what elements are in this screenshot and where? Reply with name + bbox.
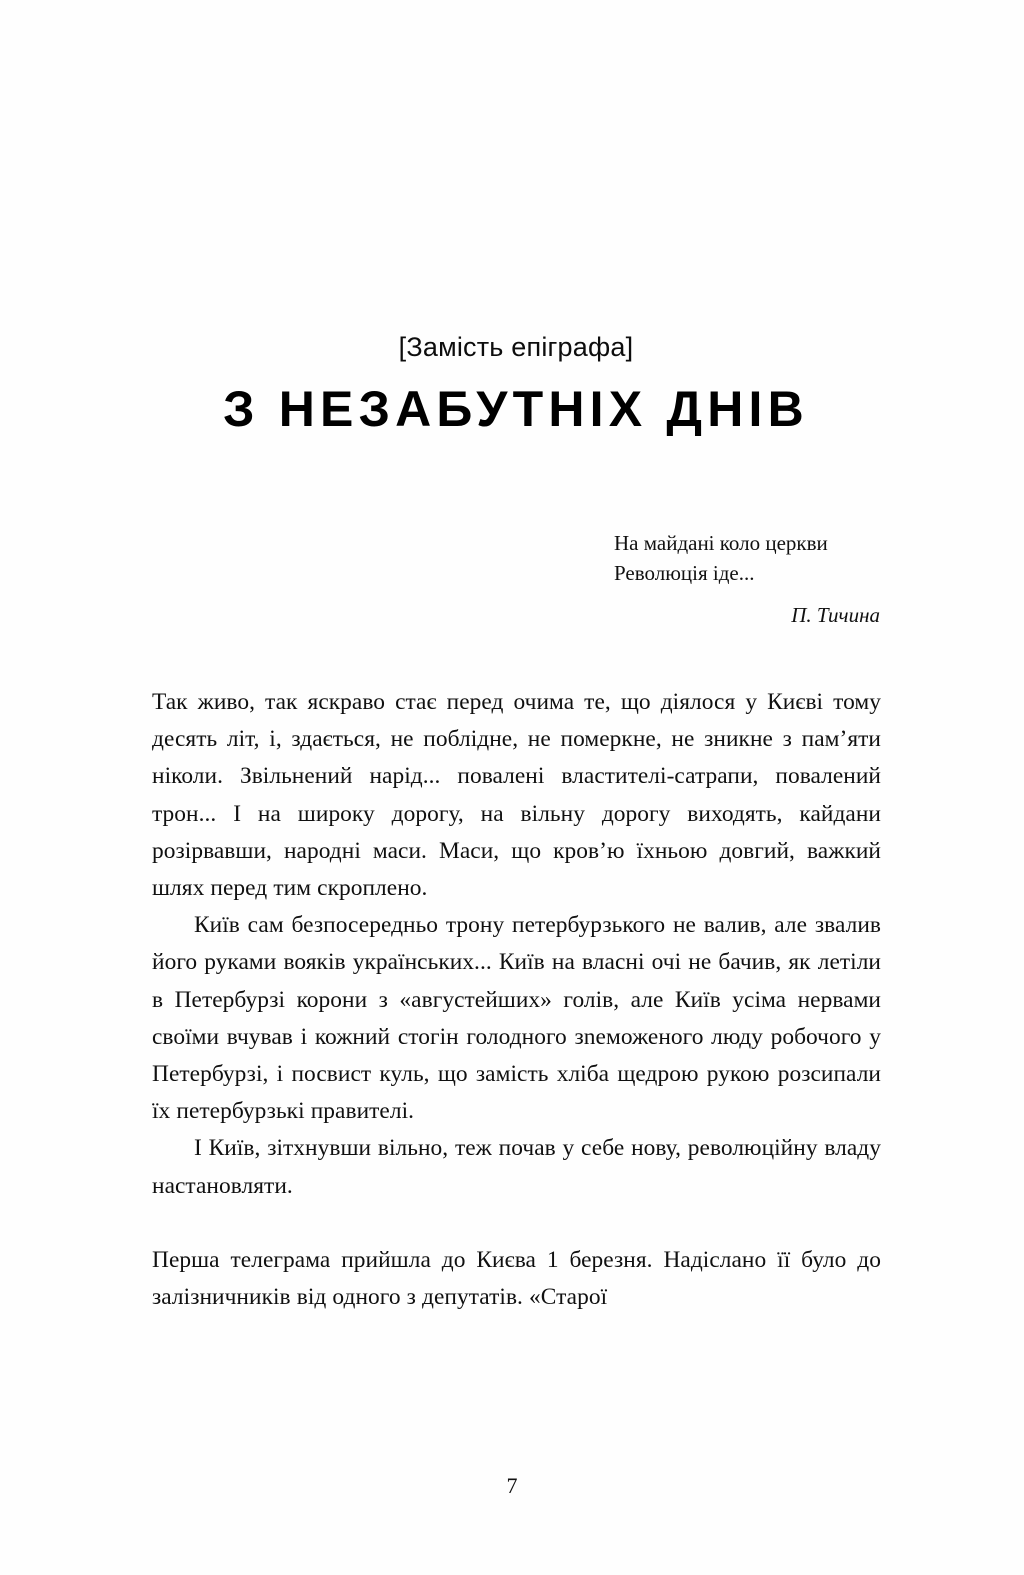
page-number: 7: [506, 1473, 518, 1498]
paragraph: І Київ, зітхнувши вільно, теж почав у себе нову, революційну владу настановляти.: [152, 1135, 881, 1199]
page-title: З НЕЗАБУТНІХ ДНІВ: [223, 381, 809, 437]
paragraph: Так живо, так яскраво стає перед очима те, що діялося у Києві тому десять літ, і, здається, не поблідне, не померкне, не зникне з пам’яти ніколи. Звільнений нарід... повалені властителі-сатрапи, повалений трон... І на широку дорогу, на вільну дорогу виходять, кайдани розірвавши, народні маси. Маси, що кров’ю їхньою довгий, важкий шлях перед тим скроплено.: [152, 689, 881, 902]
epigraph-line-2: Революція іде...: [614, 561, 755, 585]
chapter-header: [152, 330, 880, 440]
chapter-kicker: [Замість епіграфа]: [398, 332, 634, 362]
epigraph-block: [614, 528, 880, 630]
paragraph: Київ сам безпосередньо трону петербурзького не валив, але звалив його руками вояків українських... Київ на власні очі не бачив, як летіли в Петербурзі корони з «августейших» голів, але Київ усіма нервами своїми вчував і кожний стогін голодного зneможеного люду робочого у Петербурзі, і посвист куль, що замість хліба щедрою рукою розсипали їх петербурзькі правителі.: [152, 912, 881, 1125]
epigraph-attribution: П. Тичина: [791, 603, 880, 627]
body-text: [152, 684, 881, 1316]
paragraph: Перша телеграма прийшла до Києва 1 березня. Надіслано її було до залізничників від одного з депутатів. «Старої: [152, 1246, 881, 1311]
epigraph-line-1: На майдані коло церкви: [614, 531, 828, 555]
